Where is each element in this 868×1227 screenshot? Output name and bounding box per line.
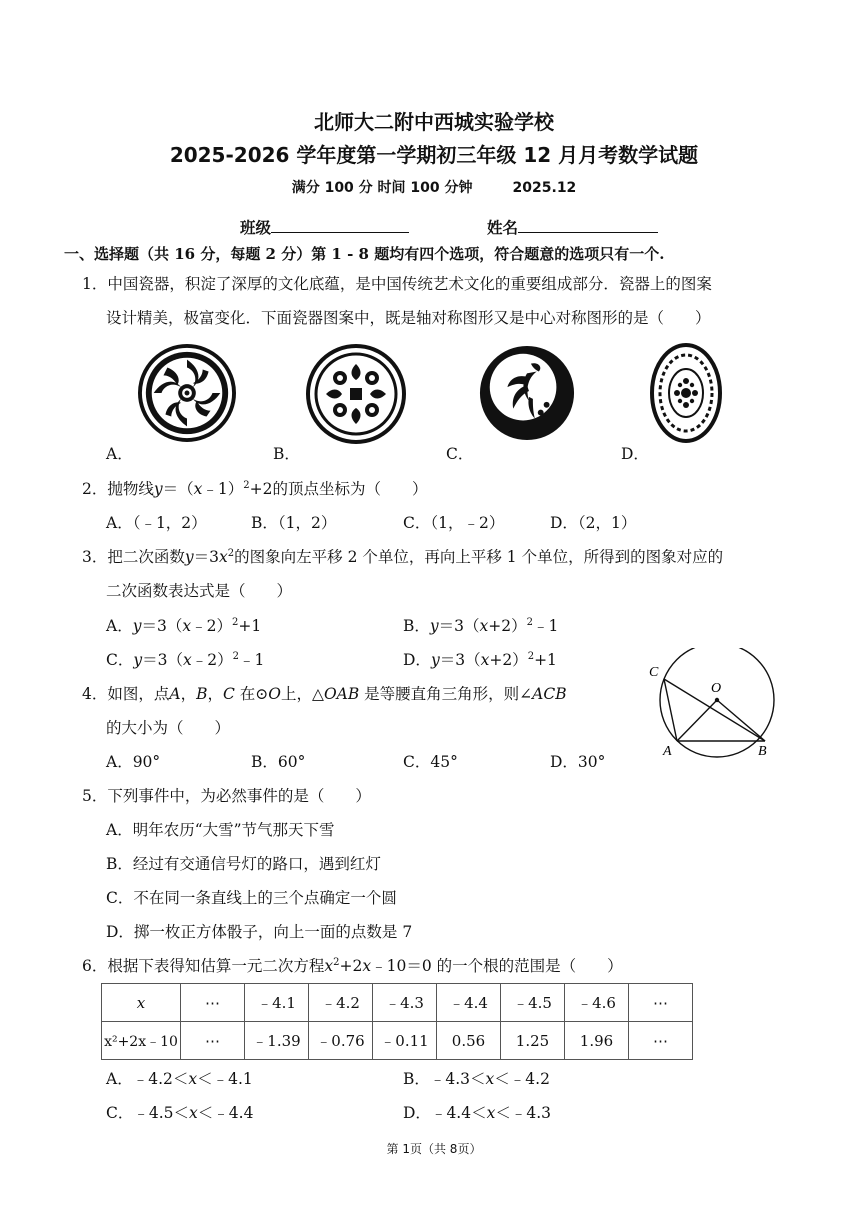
segment-ob <box>717 700 765 741</box>
exam-info <box>0 177 868 197</box>
q3-stem-post: 的图象向左平移 2 个单位，再向上平移 1 个单位，所得到的图象对应的 <box>234 548 724 566</box>
table-cell: ⋯ <box>629 984 693 1022</box>
q1-option-b-label[interactable]: B． <box>273 445 300 463</box>
q6-option-c[interactable]: C．﹣4.5＜x＜﹣4.4 <box>106 1104 254 1122</box>
table-cell: ﹣0.76 <box>309 1022 373 1060</box>
q3-option-a[interactable]: A．y＝3（x﹣2）$^2$+1 <box>106 616 262 635</box>
name-label: 姓名 <box>487 218 519 237</box>
table-header-expression: x²+2x﹣10 <box>102 1022 181 1060</box>
q2-option-b[interactable]: B．（1，2） <box>251 514 337 532</box>
table-row <box>102 1022 693 1060</box>
table-cell: ﹣4.5 <box>501 984 565 1022</box>
q3-option-d[interactable]: D．$y=3(x+2)^2+1$ <box>403 650 557 669</box>
point-o <box>715 698 719 702</box>
page-footer: 第 1页（共 8页） <box>386 1142 482 1156</box>
q5-option-d[interactable]: D．掷一枚正方体骰子，向上一面的点数是 7 <box>106 923 413 941</box>
table-cell: 1.25 <box>501 1022 565 1060</box>
q5-stem: 5．下列事件中，为必然事件的是（ ） <box>82 787 371 805</box>
segment-ca <box>664 679 677 741</box>
q6-stem-pre: 6．根据下表得知估算一元二次方程 <box>82 957 325 975</box>
q6-option-c-label: C． <box>106 1104 134 1122</box>
exam-title: 2025-2026 学年度第一学期初三年级 12 月月考数学试题 <box>169 143 699 167</box>
q3-option-a-label: A． <box>106 617 133 635</box>
q4-stem-post: 是等腰直角三角形，则∠ <box>364 685 533 703</box>
q6-option-a-label: A． <box>106 1070 133 1088</box>
q1-stem-line1: 1．中国瓷器，积淀了深厚的文化底蕴，是中国传统艺术文化的重要组成部分．瓷器上的图案 <box>82 275 712 293</box>
class-label: 班级 <box>240 218 272 237</box>
table-cell: ﹣4.3 <box>373 984 437 1022</box>
q2-stem-tail: 的顶点坐标为（ ） <box>272 480 428 498</box>
class-field[interactable] <box>240 216 409 238</box>
q5-option-a[interactable]: A．明年农历“大雪”节气那天下雪 <box>106 821 335 839</box>
table-cell: 0.56 <box>437 1022 501 1060</box>
name-field[interactable] <box>487 216 658 238</box>
porcelain-pattern-a-icon <box>138 344 236 442</box>
q6-stem: 6．根据下表得知估算一元二次方程$x^2+2x﹣10=0$ 的一个根的范围是（ ） <box>82 956 623 975</box>
q6-option-b[interactable]: B．﹣4.3＜x＜﹣4.2 <box>403 1070 550 1088</box>
q4-circle-diagram <box>645 648 785 758</box>
table-cell: ﹣4.4 <box>437 984 501 1022</box>
table-cell: ﹣0.11 <box>373 1022 437 1060</box>
q6-option-d-label: D． <box>403 1104 431 1122</box>
porcelain-pattern-b-icon <box>306 344 406 444</box>
table-cell: ﹣4.1 <box>245 984 309 1022</box>
q4-option-b[interactable]: B．60° <box>251 753 306 771</box>
porcelain-pattern-c-icon <box>478 344 576 442</box>
q2-option-d[interactable]: D．（2，1） <box>550 514 637 532</box>
q2-stem: 2．抛物线y＝（x﹣1）$^2$+2的顶点坐标为（ ） <box>82 479 428 498</box>
exam-date: 2025.12 <box>512 180 577 196</box>
q1-stem-line2: 设计精美，极富变化．下面瓷器图案中，既是轴对称图形又是中心对称图形的是（ ） <box>106 309 711 327</box>
q1-option-c-label[interactable]: C． <box>446 445 474 463</box>
q2-option-a[interactable]: A．（﹣1，2） <box>106 514 207 532</box>
q4-stem-line2: 的大小为（ ） <box>106 719 231 737</box>
q3-option-c[interactable]: C．y＝3（x﹣2）$^2$﹣1 <box>106 650 265 669</box>
q4-option-d[interactable]: D．30° <box>550 753 606 771</box>
table-row <box>102 984 693 1022</box>
q3-option-b[interactable]: B．$y=3(x+2)^2﹣1$ <box>403 616 559 635</box>
segment-oa <box>677 700 717 741</box>
q3-option-d-label: D． <box>403 651 431 669</box>
table-cell: ﹣4.2 <box>309 984 373 1022</box>
label-o: O <box>711 681 722 696</box>
table-cell: ⋯ <box>181 984 245 1022</box>
label-b: B <box>758 744 767 758</box>
table-cell: ⋯ <box>181 1022 245 1060</box>
table-cell: ⋯ <box>629 1022 693 1060</box>
school-name: 北师大二附中西城实验学校 <box>314 110 554 134</box>
table-cell: ﹣1.39 <box>245 1022 309 1060</box>
q4-stem-mid: 上，△ <box>281 685 324 703</box>
q4-option-c[interactable]: C．45° <box>403 753 458 771</box>
q3-option-b-label: B． <box>403 617 430 635</box>
q6-option-b-label: B． <box>403 1070 430 1088</box>
section-heading: 一、选择题（共 16 分，每题 2 分）第 1 - 8 题均有四个选项，符合题意的选项只有一个. <box>64 245 665 263</box>
q1-option-d-label[interactable]: D． <box>621 445 649 463</box>
label-a: A <box>663 744 672 758</box>
table-cell: ﹣4.6 <box>565 984 629 1022</box>
table-cell <box>102 984 181 1022</box>
q3-option-c-label: C． <box>106 651 134 669</box>
porcelain-pattern-d-icon <box>648 342 724 444</box>
q3-stem-line1: 3．把二次函数$y=3x^2$的图象向左平移 2 个单位，再向上平移 1 个单位，所得到的图象对应的 <box>82 547 724 566</box>
score-time: 满分 100 分 时间 100 分钟 <box>291 180 473 196</box>
q6-table <box>101 983 693 1060</box>
q6-option-d[interactable]: D．﹣4.4＜x＜﹣4.3 <box>403 1104 551 1122</box>
q5-option-b[interactable]: B．经过有交通信号灯的路口，遇到红灯 <box>106 855 381 873</box>
q4-stem-pre: 4．如图，点 <box>82 685 170 703</box>
label-c: C <box>649 665 659 680</box>
q3-stem-pre: 3．把二次函数 <box>82 548 185 566</box>
name-blank[interactable] <box>518 216 658 233</box>
q2-option-c[interactable]: C．（1，﹣2） <box>403 514 505 532</box>
q3-stem-line2: 二次函数表达式是（ ） <box>106 582 293 600</box>
q6-stem-post: ＝0 的一个根的范围是（ ） <box>406 957 623 975</box>
q5-option-c[interactable]: C．不在同一条直线上的三个点确定一个圆 <box>106 889 397 907</box>
q4-option-a[interactable]: A．90° <box>106 753 161 771</box>
class-blank[interactable] <box>271 216 409 233</box>
q4-stem-line1: 4．如图，点A，B，C 在⊙O上，△OAB 是等腰直角三角形，则∠ACB <box>82 685 567 703</box>
table-header-x: x <box>136 993 146 1012</box>
q6-option-a[interactable]: A．﹣4.2＜x＜﹣4.1 <box>106 1070 253 1088</box>
table-cell: 1.96 <box>565 1022 629 1060</box>
q1-option-a-label[interactable]: A． <box>106 445 133 463</box>
q2-num: 2．抛物线 <box>82 480 154 498</box>
